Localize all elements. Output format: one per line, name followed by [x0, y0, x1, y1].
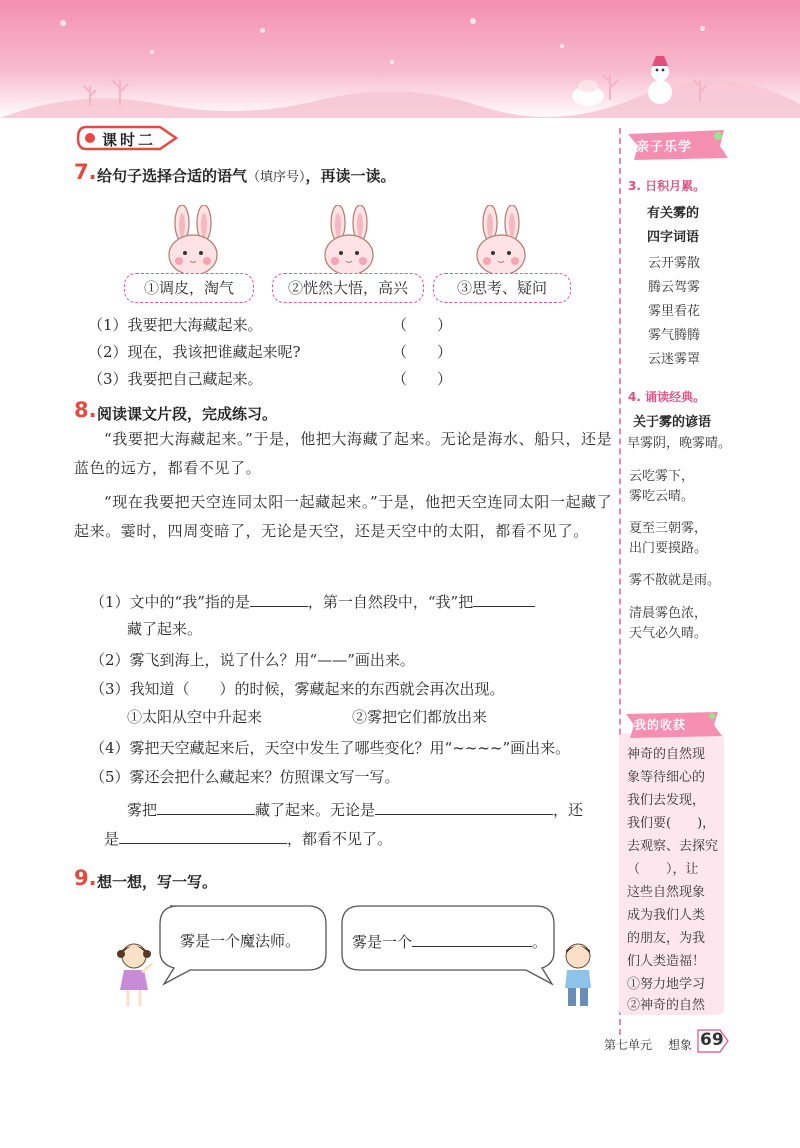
q7-option-2: ②恍然大悟，高兴 [272, 273, 424, 303]
sidebar-proverb: 天气必久晴。 [629, 626, 708, 641]
sidebar-proverb: 云吃雾下， [629, 469, 695, 484]
sidebar-sec4-title: 4. 诵读经典。 [628, 390, 706, 404]
sidebar-proverb: 雾吃云晴。 [629, 489, 695, 504]
bunny-illustration-2 [316, 205, 386, 277]
sidebar-sec3-title: 3. 日积月累。 [628, 179, 706, 193]
q8-sub3: （3）我知道（ ）的时候，雾藏起来的东西就会再次出现。 [90, 680, 505, 698]
q7-answer-2[interactable]: （ ） [392, 343, 453, 361]
q8-sub1-end: 藏了起来。 [127, 620, 203, 638]
harvest-line: ①努力地学习 [627, 977, 706, 992]
sidebar-word: 雾里看花 [648, 304, 701, 319]
q7-title-main: 给句子选择合适的语气 [97, 167, 248, 185]
q8-sub1-prefix: （1）文中的“我”指的是 [90, 593, 250, 611]
harvest-line: 的朋友，为我 [627, 931, 706, 946]
footer-unit: 第七单元 [604, 1038, 653, 1052]
bubble-2-text [352, 930, 547, 952]
q8-passage-1: “我要把大海藏起来。”于是，他把大海藏了起来。无论是海水、船只，还是蓝色的远方，都看不见了。 [74, 430, 613, 477]
sidebar-proverb: 早雾阴，晚雾晴。 [627, 436, 732, 451]
q8-passage-2: “现在我要把天空连同太阳一起藏起来。”于是，他把天空连同太阳一起藏了起来。霎时，四周变暗了，无论是天空，还是天空中的太阳，都看不见了。 [74, 493, 613, 540]
q8-sub3-option-2: ②雾把它们都放出来 [352, 708, 488, 726]
q8-title: 阅读课文片段，完成练习。 [97, 405, 278, 423]
bubble-1-text: 雾是一个魔法师。 [180, 932, 301, 950]
q8-sub1-blank-2[interactable] [473, 590, 535, 607]
harvest-line: 象等待细心的 [627, 770, 706, 785]
bunny-illustration-3 [468, 205, 538, 277]
harvest-line[interactable]: （ ），让 [627, 862, 699, 877]
girl-illustration [112, 940, 156, 1012]
bunny-illustration-1 [160, 205, 230, 277]
bubble-2-blank[interactable] [412, 930, 532, 947]
bubble-2-prefix: 雾是一个 [352, 933, 413, 951]
q8-sub5-l2b: ，都看不见了。 [287, 830, 393, 848]
boy-illustration [556, 940, 600, 1012]
sidebar-sec3-sub2: 四字词语 [647, 230, 700, 245]
sidebar-banner-label: 亲子乐学 [636, 140, 693, 155]
q7-title-tail: ，再读一读。 [305, 167, 396, 185]
q8-number: 8. [74, 398, 97, 422]
harvest-line: 成为我们人类 [627, 908, 706, 923]
q8-sub4: （4）雾把天空藏起来后，天空中发生了哪些变化？用“~~~~”画出来。 [90, 739, 571, 757]
page-number: 69 [700, 1030, 724, 1050]
q7-title [97, 165, 396, 186]
bubble-2-suffix: 。 [532, 933, 548, 951]
footer-lesson: 想象 [668, 1038, 693, 1052]
q8-sub1-blank-1[interactable] [250, 590, 308, 607]
q7-item-3: （3）我要把自己藏起来。 [88, 370, 263, 388]
sidebar-word: 雾气腾腾 [648, 328, 701, 343]
harvest-line: 神奇的自然现 [627, 747, 706, 762]
sidebar-proverb: 出门要摸路。 [629, 541, 708, 556]
sidebar-proverb: 清晨雾色浓， [629, 606, 708, 621]
sidebar-word: 腾云驾雾 [648, 280, 701, 295]
q8-sub5: （5）雾还会把什么藏起来？仿照课文写一写。 [90, 768, 400, 786]
sidebar-sec3-sub1: 有关雾的 [647, 206, 700, 221]
header-banner [0, 0, 800, 118]
lesson-tag [76, 125, 180, 151]
q7-title-note: （填序号） [247, 170, 306, 185]
harvest-banner-label: 我的收获 [634, 718, 687, 732]
q7-option-3: ③思考、疑问 [433, 273, 571, 303]
harvest-line[interactable]: 我们要( )， [627, 816, 716, 831]
sidebar-proverb: 雾不散就是雨。 [629, 573, 721, 588]
q8-sub5-line-1 [127, 798, 583, 820]
q7-option-1: ①调皮，淘气 [124, 273, 254, 303]
q8-sub5-l1b: 藏了起来。无论是 [255, 801, 376, 819]
q7-item-2: （2）现在，我该把谁藏起来呢? [88, 343, 301, 361]
q7-number: 7. [74, 160, 97, 184]
q8-sub5-blank-3[interactable] [119, 827, 287, 844]
q8-sub2: （2）雾飞到海上，说了什么？用“——”画出来。 [90, 651, 415, 669]
q9-title: 想一想，写一写。 [97, 873, 218, 891]
q8-sub5-blank-2[interactable] [375, 798, 553, 815]
q8-sub1 [90, 590, 535, 612]
sidebar-proverb: 夏至三朝雾， [629, 521, 708, 536]
q9-number: 9. [74, 866, 97, 890]
sidebar-word: 云迷雾罩 [648, 352, 701, 367]
sidebar-sec4-sub: 关于雾的谚语 [633, 415, 712, 430]
harvest-line: 们人类造福！ [627, 954, 706, 969]
harvest-line: 我们去发现， [627, 793, 706, 808]
q8-sub1-middle: ，第一自然段中，“我”把 [307, 593, 474, 611]
winter-scenery-icon [0, 0, 800, 118]
q8-sub5-blank-1[interactable] [157, 798, 255, 815]
q7-answer-3[interactable]: （ ） [392, 370, 453, 388]
q7-item-1: （1）我要把大海藏起来。 [88, 316, 263, 334]
q8-sub3-option-1: ①太阳从空中升起来 [127, 708, 263, 726]
harvest-line: 去观察、去探究 [627, 839, 719, 854]
q7-answer-1[interactable]: （ ） [392, 316, 453, 334]
harvest-line: 这些自然现象 [627, 885, 706, 900]
q8-sub5-line-2 [104, 827, 392, 849]
harvest-line: ②神奇的自然 [627, 998, 706, 1013]
q8-sub5-l2a: 是 [104, 830, 120, 848]
sidebar-word: 云开雾散 [648, 256, 701, 271]
lesson-label: 课时二 [102, 131, 157, 149]
q8-sub5-l1c: ，还 [553, 801, 584, 819]
q8-sub5-l1a: 雾把 [127, 801, 158, 819]
